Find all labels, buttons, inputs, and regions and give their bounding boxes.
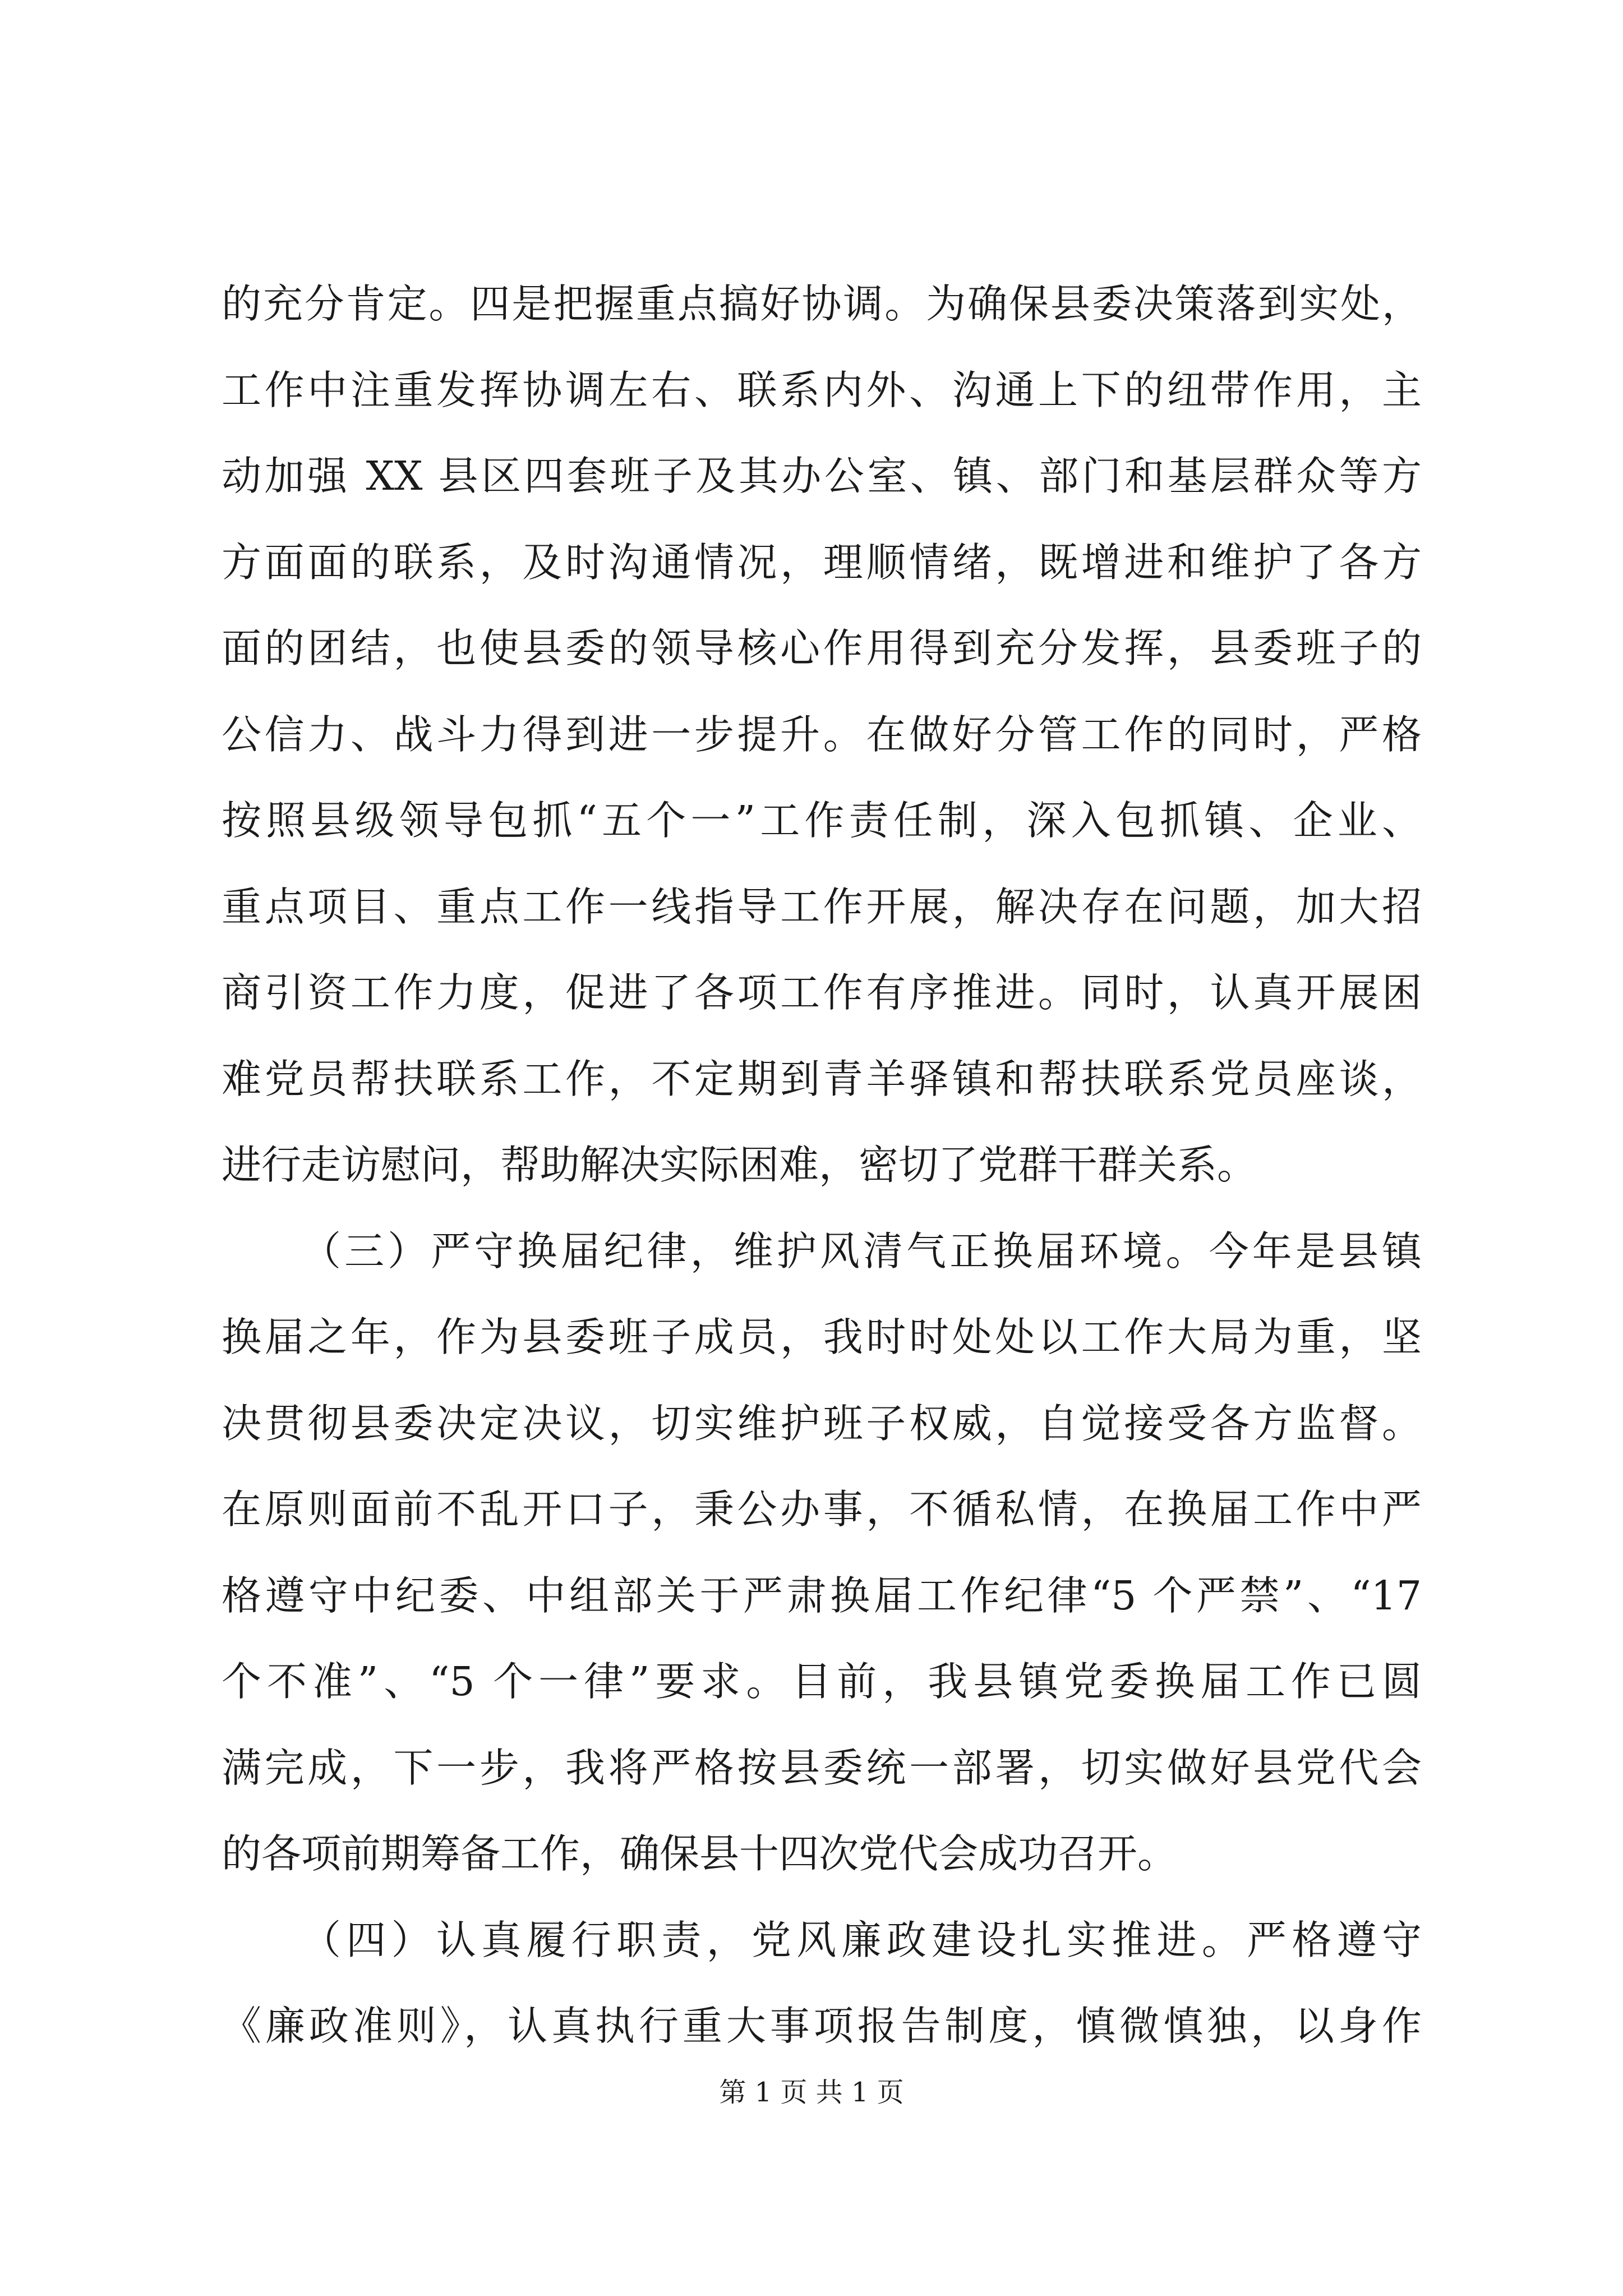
text-line: 格遵守中纪委、中组部关于严肃换届工作纪律“5 个严禁”、“17 — [222, 1572, 1422, 1619]
text-line: 商引资工作力度，促进了各项工作有序推进。同时，认真开展困 — [222, 969, 1422, 1016]
text-line: 动加强 XX 县区四套班子及其办公室、镇、部门和基层群众等方 — [222, 453, 1422, 499]
paragraph-heading-line: （四）认真履行职责，党风廉政建设扎实推进。严格遵守 — [301, 1916, 1422, 1963]
text-line: 面的团结，也使县委的领导核心作用得到充分发挥，县委班子的 — [222, 625, 1422, 671]
text-line: 工作中注重发挥协调左右、联系内外、沟通上下的纽带作用，主 — [222, 366, 1422, 413]
text-line: 个不准”、“5 个一律”要求。目前，我县镇党委换届工作已圆 — [222, 1658, 1422, 1705]
text-line: 按照县级领导包抓“五个一”工作责任制，深入包抓镇、企业、 — [222, 797, 1422, 844]
text-line: 《廉政准则》，认真执行重大事项报告制度，慎微慎独，以身作 — [222, 2003, 1422, 2049]
text-line: 难党员帮扶联系工作，不定期到青羊驿镇和帮扶联系党员座谈， — [222, 1055, 1422, 1102]
text-line: 公信力、战斗力得到进一步提升。在做好分管工作的同时，严格 — [222, 711, 1422, 758]
text-line: 在原则面前不乱开口子，秉公办事，不循私情，在换届工作中严 — [222, 1486, 1422, 1533]
document-body — [222, 261, 1422, 2069]
text-line: 满完成，下一步，我将严格按县委统一部署，切实做好县党代会 — [222, 1744, 1422, 1791]
paragraph-heading-line: （三）严守换届纪律，维护风清气正换届环境。今年是县镇 — [301, 1227, 1422, 1274]
page-footer: 第 1 页 共 1 页 — [719, 2077, 904, 2108]
text-line: 决贯彻县委决定决议，切实维护班子权威，自觉接受各方监督。 — [222, 1400, 1422, 1447]
text-line: 重点项目、重点工作一线指导工作开展，解决存在问题，加大招 — [222, 883, 1422, 930]
text-line: 换届之年，作为县委班子成员，我时时处处以工作大局为重，坚 — [222, 1314, 1422, 1360]
text-line: 进行走访慰问，帮助解决实际困难，密切了党群干群关系。 — [222, 1142, 1257, 1188]
text-line: 的充分肯定。四是把握重点搞好协调。为确保县委决策落到实处， — [222, 280, 1422, 327]
text-line: 方面面的联系，及时沟通情况，理顺情绪，既增进和维护了各方 — [222, 539, 1422, 586]
text-line: 的各项前期筹备工作，确保县十四次党代会成功召开。 — [222, 1830, 1178, 1877]
